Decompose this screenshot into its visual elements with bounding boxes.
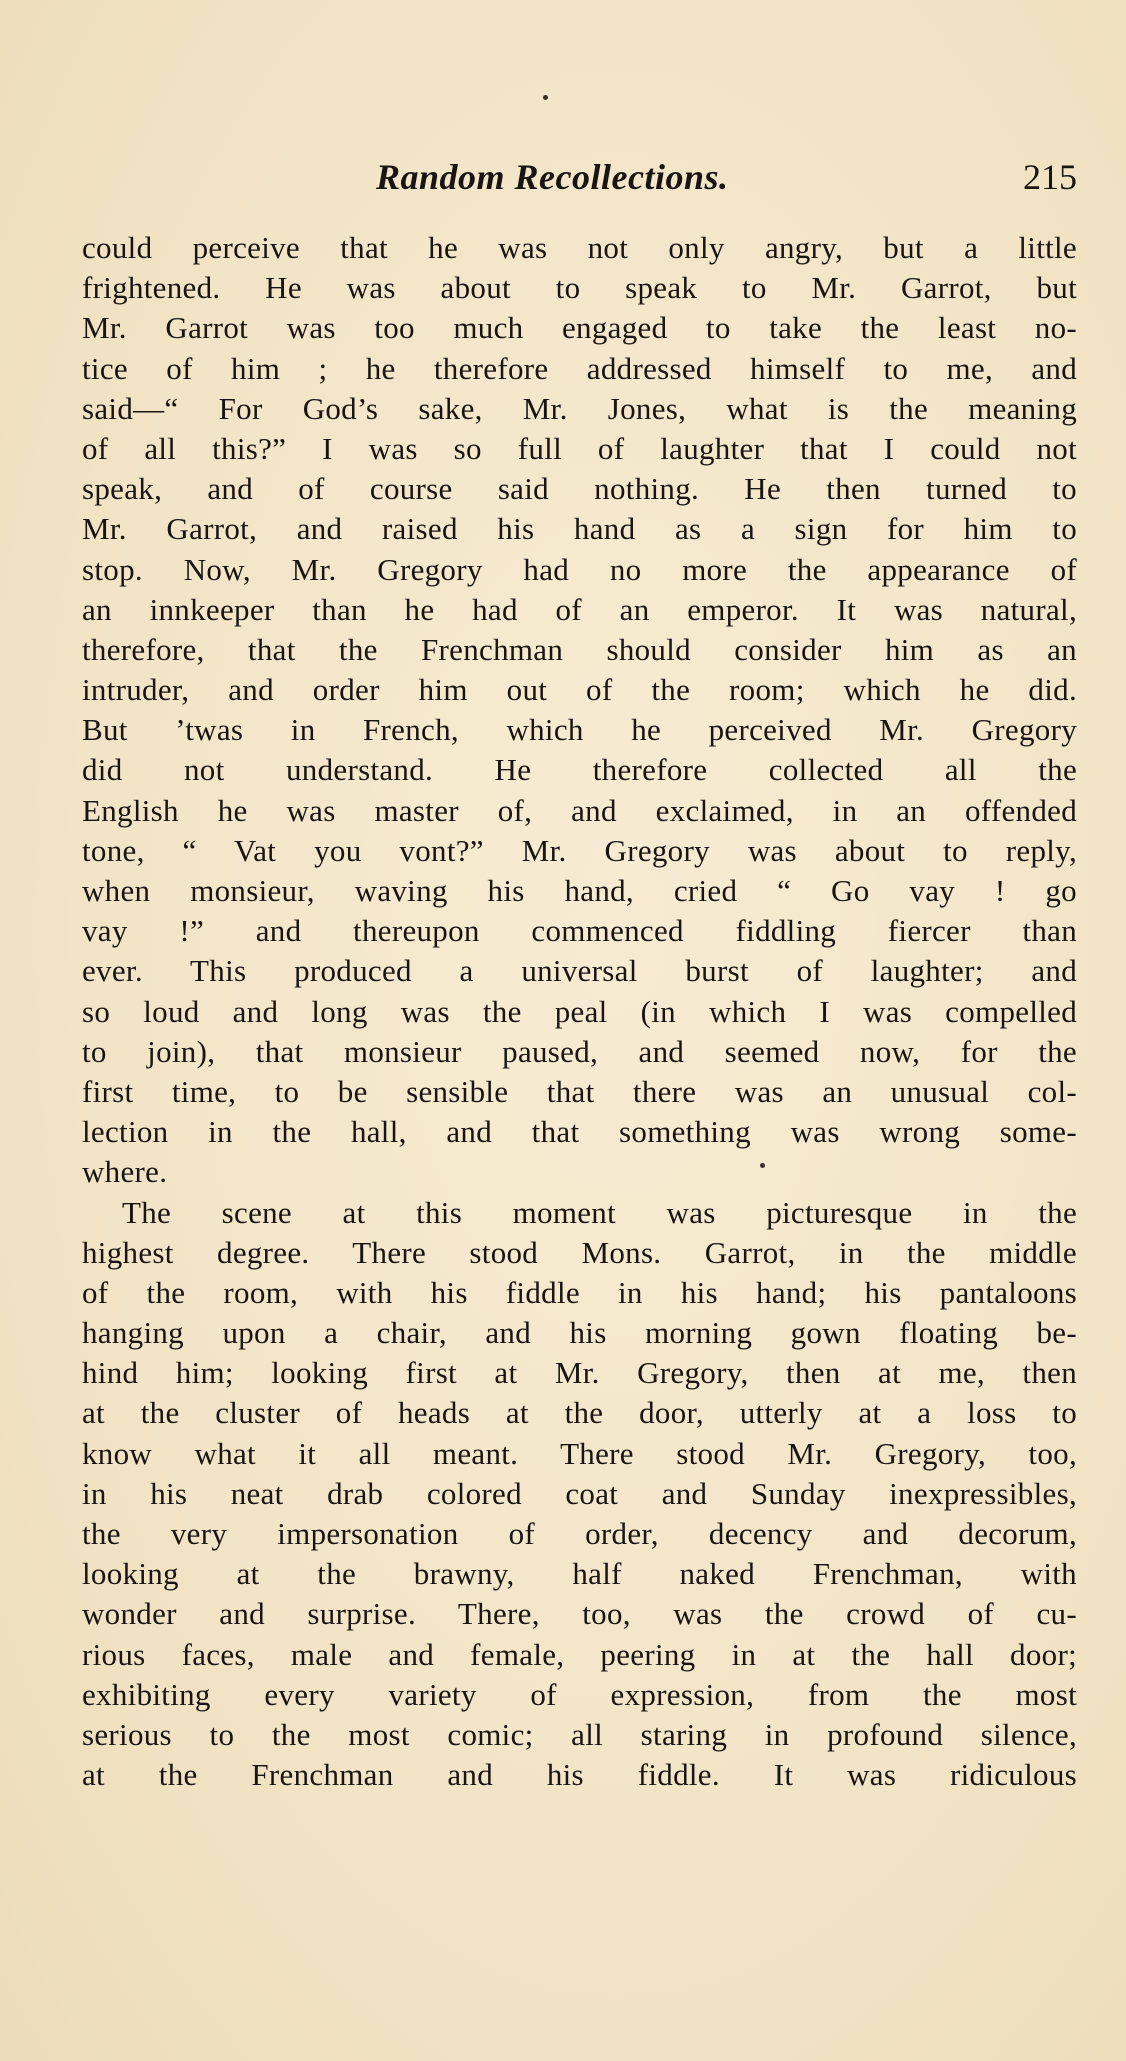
ink-speck <box>543 95 548 100</box>
text-line: so loud and long was the peal (in which I was compelled <box>82 993 1077 1029</box>
text-line: said—“ For God’s sake, Mr. Jones, what is the meaning <box>82 390 1077 426</box>
text-line: frightened. He was about to speak to Mr. Garrot, but <box>82 270 1077 306</box>
text-line-paragraph-end: where. <box>82 1154 168 1190</box>
text-line: exhibiting every variety of expression, from the most <box>82 1676 1077 1712</box>
text-line: at the cluster of heads at the door, utterly at a loss to <box>82 1395 1077 1431</box>
running-head <box>82 152 1077 202</box>
text-line: vay !” and thereupon commenced fiddling fiercer than <box>82 913 1077 949</box>
text-line: stop. Now, Mr. Gregory had no more the appearance of <box>82 551 1077 587</box>
text-line: ever. This produced a universal burst of laughter; and <box>82 953 1077 989</box>
text-line: the very impersonation of order, decency and decorum, <box>82 1516 1077 1551</box>
text-line: highest degree. There stood Mons. Garrot, in the middle <box>82 1234 1077 1270</box>
text-line: first time, to be sensible that there was an unusual col- <box>82 1073 1077 1109</box>
text-line: at the Frenchman and his fiddle. It was ridiculous <box>82 1757 1077 1793</box>
text-line: rious faces, male and female, peering in at the hall door; <box>82 1636 1077 1672</box>
text-line: But ’twas in French, which he perceived Mr. Gregory <box>82 712 1077 748</box>
text-line: hanging upon a chair, and his morning gown floating be- <box>82 1315 1077 1351</box>
text-line: when monsieur, waving his hand, cried “ Go vay ! go <box>82 873 1077 908</box>
text-line: therefore, that the Frenchman should consider him as an <box>82 631 1077 667</box>
text-line: tone, “ Vat you vont?” Mr. Gregory was about to reply, <box>82 832 1077 868</box>
text-line: Mr. Garrot was too much engaged to take the least no- <box>82 310 1077 346</box>
text-line: could perceive that he was not only angry, but a little <box>82 230 1077 265</box>
page-number: 215 <box>1023 157 1077 197</box>
text-line: an innkeeper than he had of an emperor. It was natural, <box>82 591 1077 627</box>
text-line: to join), that monsieur paused, and seemed now, for the <box>82 1033 1077 1069</box>
text-line: intruder, and order him out of the room; which he did. <box>82 672 1077 708</box>
text-line: Mr. Garrot, and raised his hand as a sign for him to <box>82 511 1077 547</box>
text-line: English he was master of, and exclaimed, in an offended <box>82 792 1077 828</box>
text-line: looking at the brawny, half naked Frenchman, with <box>82 1556 1077 1592</box>
text-line: of all this?” I was so full of laughter that I could not <box>82 430 1077 466</box>
text-line: speak, and of course said nothing. He then turned to <box>82 471 1077 507</box>
text-line: lection in the hall, and that something was wrong some- <box>82 1114 1077 1150</box>
text-line: know what it all meant. There stood Mr. Gregory, too, <box>82 1435 1077 1471</box>
text-line-paragraph-start: The scene at this moment was picturesque in the <box>122 1194 1077 1230</box>
text-line: wonder and surprise. There, too, was the crowd of cu- <box>82 1596 1077 1632</box>
text-line: hind him; looking first at Mr. Gregory, then at me, then <box>82 1355 1077 1391</box>
text-line: tice of him ; he therefore addressed himself to me, and <box>82 350 1077 386</box>
text-line: of the room, with his fiddle in his hand; his pantaloons <box>82 1274 1077 1310</box>
text-line: in his neat drab colored coat and Sunday inexpressibles, <box>82 1475 1077 1511</box>
text-line: serious to the most comic; all staring in profound silence, <box>82 1716 1077 1752</box>
body-text <box>82 228 1077 1795</box>
text-line: did not understand. He therefore collected all the <box>82 752 1077 788</box>
running-title: Random Recollections. <box>376 157 729 197</box>
